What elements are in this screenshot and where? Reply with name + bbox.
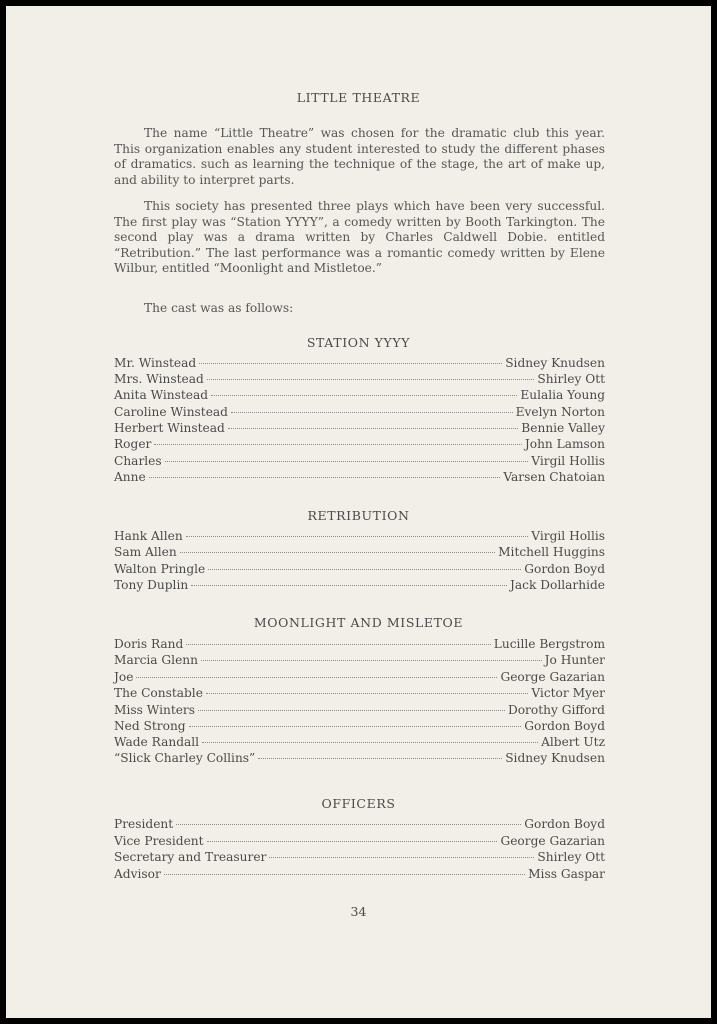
role-name: Anne [114,470,146,484]
leader-dots [207,379,535,380]
cast-row [114,702,605,718]
leader-dots [201,660,542,661]
cast-row [114,652,605,668]
leader-dots [165,461,529,462]
leader-dots [164,874,525,875]
role-name: Marcia Glenn [114,653,198,667]
role-name: Mrs. Winstead [114,372,204,386]
leader-dots [176,824,521,825]
actor-name: Virgil Hollis [531,529,605,543]
actor-name: Gordon Boyd [524,562,605,576]
leader-dots [186,536,529,537]
plays-paragraph: This society has presented three plays which have been very successful. The first play was “Station YYYY”, a comedy written by Booth Tarkington. The second play was a drama written by Charles Caldwell Dobie. entitled “Retribution.” The last performance was a romantic comedy written by Elene Wilbur, entitled “Moonlight and Mistletoe.” [114,199,605,276]
cast-row [114,718,605,734]
cast-row [114,544,605,560]
cast-row [114,387,605,403]
officer-name: Gordon Boyd [524,817,605,831]
cast-row [114,561,605,577]
cast-row [114,734,605,750]
office-title: Secretary and Treasurer [114,850,267,864]
intro-paragraph: The name “Little Theatre” was chosen for the dramatic club this year. This organization enables any student interested to study the different phases of dramatics. such as learning the technique of the stage, the art of make up, and ability to interpret parts. [114,126,605,187]
actor-name: George Gazarian [500,670,605,684]
page-title: LITTLE THEATRE [296,90,421,105]
actor-name: Sidney Knudsen [505,356,605,370]
actor-name: Bennie Valley [521,421,605,435]
cast-row [114,669,605,685]
leader-dots [191,585,507,586]
officer-name: George Gazarian [500,834,605,848]
leader-dots [208,569,521,570]
actor-name: Shirley Ott [537,372,605,386]
role-name: Caroline Winstead [114,405,228,419]
role-name: Wade Randall [114,735,200,749]
cast-intro: The cast was as follows: [144,301,294,315]
actor-name: Victor Myer [531,686,605,700]
role-name: Joe [114,670,134,684]
leader-dots [180,552,495,553]
role-name: “Slick Charley Collins” [114,751,256,765]
actor-name: John Lamson [524,437,605,451]
actor-name: Lucille Bergstrom [493,637,605,651]
office-title: Vice President [114,834,204,848]
leader-dots [198,710,505,711]
role-name: Walton Pringle [114,562,206,576]
cast-row [114,436,605,452]
role-name: Charles [114,454,162,468]
section-heading-retribution: RETRIBUTION [307,508,410,523]
cast-row [114,577,605,593]
cast-row [114,453,605,469]
role-name: Mr. Winstead [114,356,197,370]
leader-dots [269,857,534,858]
actor-name: Eulalia Young [520,388,605,402]
role-name: Tony Duplin [114,578,189,592]
officer-row [114,816,605,832]
officer-name: Miss Gaspar [528,867,605,881]
cast-row [114,469,605,485]
leader-dots [206,693,528,694]
role-name: Herbert Winstead [114,421,225,435]
leader-dots [154,444,521,445]
actor-name: Jo Hunter [544,653,605,667]
page-number: 34 [350,904,367,919]
officer-row [114,866,605,882]
actor-name: Evelyn Norton [515,405,605,419]
cast-row [114,528,605,544]
leader-dots [258,758,502,759]
leader-dots [186,644,490,645]
leader-dots [211,395,517,396]
document-page [6,6,711,1018]
actor-name: Albert Utz [541,735,605,749]
actor-name: Varsen Chatoian [503,470,605,484]
section-heading-moonlight-and-misletoe: MOONLIGHT AND MISLETOE [253,615,464,630]
cast-row [114,750,605,766]
leader-dots [231,412,513,413]
officer-row [114,833,605,849]
cast-row [114,685,605,701]
role-name: Hank Allen [114,529,183,543]
leader-dots [202,742,538,743]
actor-name: Dorothy Gifford [507,703,605,717]
leader-dots [149,477,501,478]
cast-row [114,420,605,436]
leader-dots [199,363,502,364]
leader-dots [228,428,519,429]
role-name: The Constable [114,686,203,700]
role-name: Roger [114,437,152,451]
actor-name: Virgil Hollis [531,454,605,468]
officer-name: Shirley Ott [537,850,605,864]
role-name: Doris Rand [114,637,184,651]
actor-name: Sidney Knudsen [505,751,605,765]
cast-row [114,371,605,387]
role-name: Ned Strong [114,719,186,733]
office-title: Advisor [114,867,161,881]
role-name: Miss Winters [114,703,196,717]
actor-name: Mitchell Huggins [498,545,605,559]
role-name: Sam Allen [114,545,177,559]
leader-dots [136,677,497,678]
officer-row [114,849,605,865]
section-heading-station-yyyy: STATION YYYY [306,335,411,350]
office-title: President [114,817,174,831]
actor-name: Jack Dollarhide [510,578,605,592]
cast-row [114,355,605,371]
cast-row [114,404,605,420]
actor-name: Gordon Boyd [524,719,605,733]
role-name: Anita Winstead [114,388,209,402]
leader-dots [207,841,498,842]
section-heading-officers: OFFICERS [321,796,396,811]
cast-row [114,636,605,652]
leader-dots [189,726,522,727]
